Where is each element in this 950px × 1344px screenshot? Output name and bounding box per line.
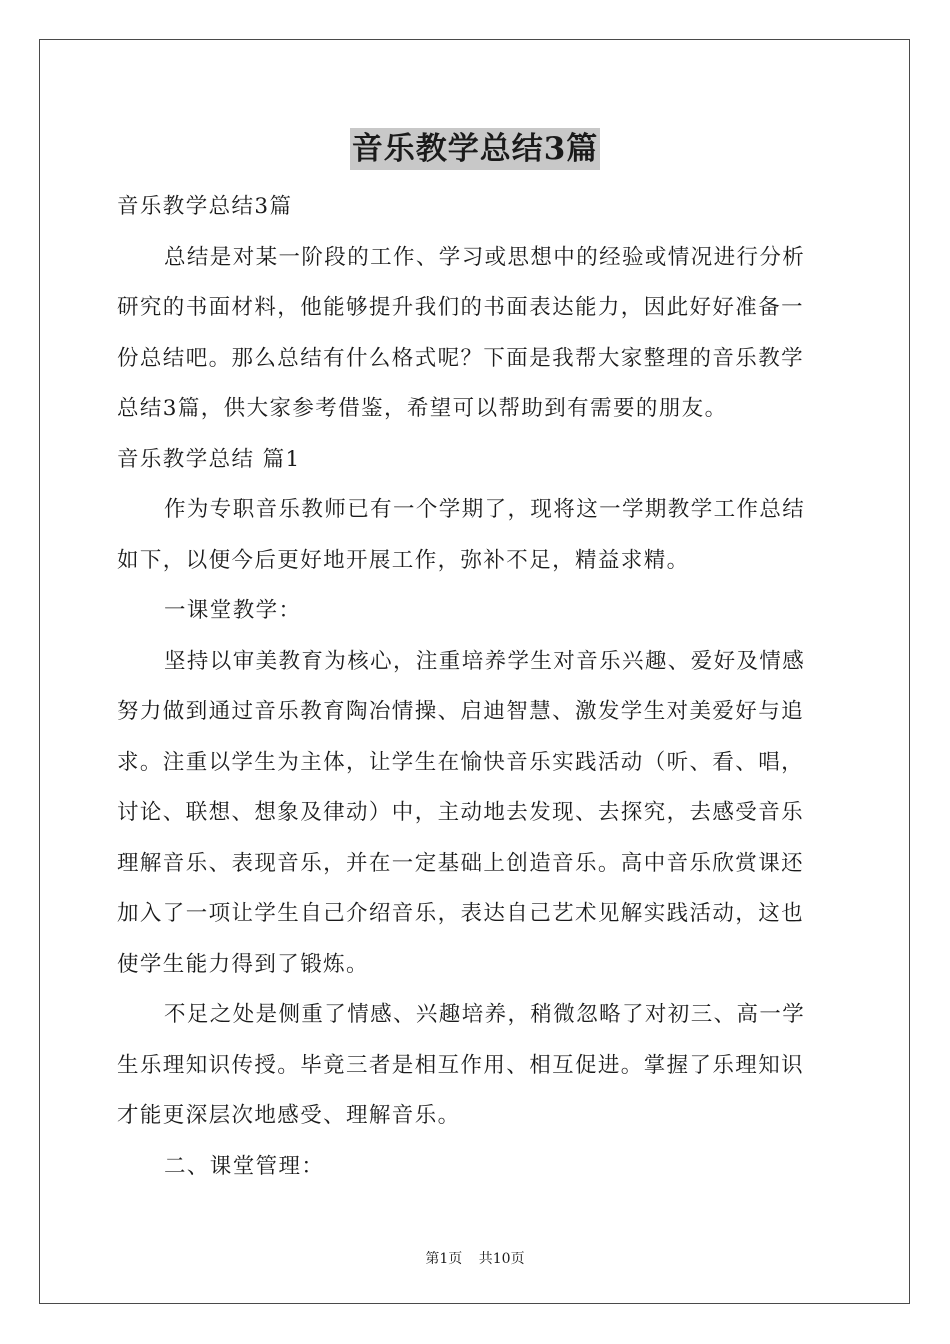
page-total: 共10页: [478, 1251, 525, 1267]
text-line: 坚持以审美教育为核心，注重培养学生对音乐兴趣、爱好及情感: [164, 648, 806, 674]
text-line: 加入了一项让学生自己介绍音乐，表达自己艺术见解实践活动，这也: [117, 901, 805, 926]
page-footer: [0, 1248, 950, 1268]
document-title: 音乐教学总结3篇: [350, 128, 601, 170]
document-body: [117, 182, 833, 1192]
title-area: [0, 128, 950, 170]
text-line: 才能更深层次地感受、理解音乐。: [117, 1103, 461, 1128]
text-line: 如下，以便今后更好地开展工作，弥补不足，精益求精。: [117, 547, 690, 573]
text-line: 使学生能力得到了锻炼。: [117, 951, 369, 977]
text-line: 音乐教学总结 篇1: [117, 446, 301, 472]
text-line: 音乐教学总结3篇: [117, 194, 293, 219]
text-line: 研究的书面材料，他能够提升我们的书面表达能力，因此好好准备一: [117, 295, 805, 320]
text-line: 作为专职音乐教师已有一个学期了，现将这一学期教学工作总结: [164, 497, 806, 522]
text-line: 一课堂教学：: [164, 598, 302, 623]
text-line: 总结是对某一阶段的工作、学习或思想中的经验或情况进行分析: [164, 244, 806, 270]
text-line: 份总结吧。那么总结有什么格式呢？下面是我帮大家整理的音乐教学: [117, 345, 805, 371]
text-line: 不足之处是侧重了情感、兴趣培养，稍微忽略了对初三、高一学: [164, 1002, 806, 1027]
text-line: 讨论、联想、想象及律动）中，主动地去发现、去探究，去感受音乐: [117, 800, 805, 825]
text-line: 生乐理知识传授。毕竟三者是相互作用、相互促进。掌握了乐理知识: [117, 1052, 805, 1078]
text-line: 总结3篇，供大家参考借鉴，希望可以帮助到有需要的朋友。: [117, 396, 728, 421]
text-line: 努力做到通过音乐教育陶冶情操、启迪智慧、激发学生对美爱好与追: [117, 699, 805, 724]
page-number: 第1页: [425, 1251, 463, 1267]
text-line: 二、课堂管理：: [164, 1153, 325, 1179]
text-line: 理解音乐、表现音乐，并在一定基础上创造音乐。高中音乐欣赏课还: [117, 850, 805, 876]
text-line: 求。注重以学生为主体，让学生在愉快音乐实践活动（听、看、唱，: [117, 749, 805, 775]
